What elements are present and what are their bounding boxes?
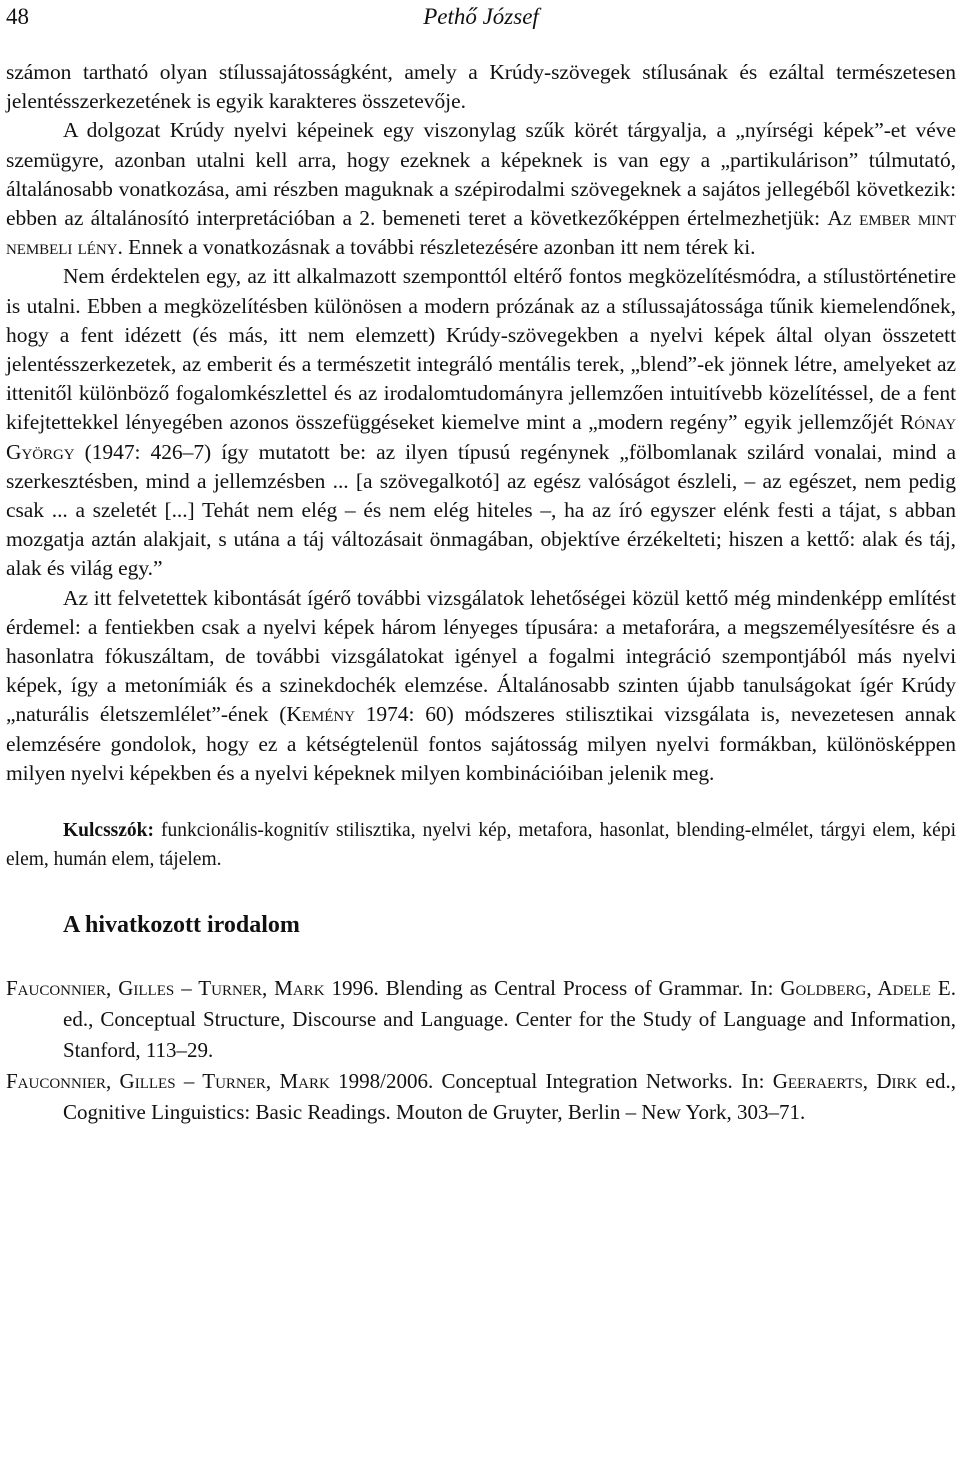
paragraph bbox=[6, 262, 956, 583]
text-run: Nem érdektelen egy, az itt alkalmazott szemponttól eltérő fontos megközelítésmódra, a stílustörténetire is utalni. Ebben a megközelítésben különösen a modern prózának az a stílussajátossága tűnik kiemelendőnek, hogy a fent idézett (és más, itt nem elemzett) Krúdy-szövegekben a nyelvi képek által olyan összetett jelentésszerkezetek, az emberit és a természetit integráló mentális terek, „blend”-ek jönnek létre, amelyeket az ittenitől különböző fogalomkészlettel és az irodalomtudományra jellemzően intuitívebb közelítéssel, de a fent kifejtettekkel lényegében azonos összefüggéseket kiemelve mint a „modern regény” egyik jellemzőjét bbox=[6, 264, 956, 435]
text-run: E. ed., Conceptual Structure, Discourse and Language. Center for the Study of Language and Information, Stanford, 113–29. bbox=[63, 976, 957, 1063]
text-run: . Ennek a vonatkozásnak a további részletezésére azonban itt nem térek ki. bbox=[117, 235, 756, 260]
keywords bbox=[6, 816, 956, 874]
references-heading: A hivatkozott irodalom bbox=[63, 912, 300, 939]
document-page bbox=[6, 0, 956, 1128]
references-list bbox=[6, 973, 956, 1128]
text-run: A dolgozat Krúdy nyelvi képeinek egy viszonylag szűk körét tárgyalja, a „nyírségi képek”-et véve szemügyre, azonban utalni kell arra, hogy ezeknek a képeknek is van egy a „partikulárison” túlmutató, általánosabb vonatkozása, ami részben maguknak a szépirodalmi szövegeknek a sajátos jellegéből következik: ebben az általánosító interpretációban a 2. bemeneti teret a következőképpen értelmezhetjük: bbox=[6, 118, 956, 231]
body-text bbox=[6, 58, 956, 788]
paragraph bbox=[6, 58, 956, 116]
author-name: Fauconnier, Gilles – Turner, Mark bbox=[6, 976, 325, 1001]
keywords-text: funkcionális-kognitív stilisztika, nyelvi kép, metafora, hasonlat, blending-elmélet, tárgyi elem, képi elem, humán elem, tájelem. bbox=[6, 820, 956, 871]
author-name: Kemény bbox=[286, 702, 355, 727]
author-name: Rónay György bbox=[6, 410, 956, 464]
running-head-author: Pethő József bbox=[423, 4, 539, 29]
paragraph bbox=[6, 584, 956, 788]
text-run: ed., Cognitive Linguistics: Basic Readings. Mouton de Gruyter, Berlin – New York, 303–71. bbox=[63, 1069, 956, 1125]
paragraph bbox=[6, 116, 956, 262]
author-name: Goldberg, Adele bbox=[780, 976, 931, 1001]
author-name: Az ember mint nembeli lény bbox=[6, 206, 956, 260]
reference-entry bbox=[6, 1066, 956, 1128]
text-run: 1974: 60) módszeres stilisztikai vizsgálata is, nevezetesen annak elemzésére gondolok, hogy ez a kétségtelenül fontos sajátosság milyen nyelvi formákban, különösképpen milyen nyelvi képekben és a nyelvi képeknek milyen kombinációiban jelenik meg. bbox=[6, 702, 956, 785]
author-name: Geeraerts, Dirk bbox=[772, 1069, 918, 1094]
text-run: Az itt felvetettek kibontását ígérő további vizsgálatok lehetőségei közül kettő még mindenképp említést érdemel: a fentiekben csak a nyelvi képek három lényeges típusára: a metaforára, a megszemélyesítésre és a hasonlatra fókuszáltam, de további vizsgálatokat igényel a fogalmi integráció szempontjából más nyelvi képek, így a metonímiák és a szinekdochék elemzése. Általánosabb szinten újabb tanulságokat ígér Krúdy „naturális életszemlélet”-ének ( bbox=[6, 585, 956, 727]
page-header bbox=[6, 0, 956, 34]
text-run: 1998/2006. Conceptual Integration Networks. In: bbox=[329, 1069, 773, 1094]
reference-entry bbox=[6, 973, 956, 1066]
text-run: számon tartható olyan stílussajátosságként, amely a Krúdy-szövegek stílusának és ezáltal természetesen jelentésszerkezetének is egyik karakteres összetevője. bbox=[6, 60, 956, 114]
keywords-label: Kulcsszók: bbox=[63, 820, 155, 842]
author-name: Fauconnier, Gilles – Turner, Mark bbox=[6, 1069, 330, 1094]
page-number: 48 bbox=[6, 4, 29, 29]
text-run: (1947: 426–7) így mutatott be: az ilyen típusú regénynek „fölbomlanak szilárd vonalai, mind a szerkesztésben, mind a jellemzésben ... [a szövegalkotó] az egész valóságot észleli, – az egészet, nem pedig csak ... a szeletét [...] Tehát nem elég – és nem elég hiteles –, ha az író egyszer elénk festi a tájat, s abban mozgatja aztán alakjait, s utána a táj változásait önmagában, objektíve érzékelteti; hiszen a kettő: alak és táj, alak és világ egy.” bbox=[6, 439, 956, 581]
text-run: 1996. Blending as Central Process of Grammar. In: bbox=[324, 976, 781, 1001]
